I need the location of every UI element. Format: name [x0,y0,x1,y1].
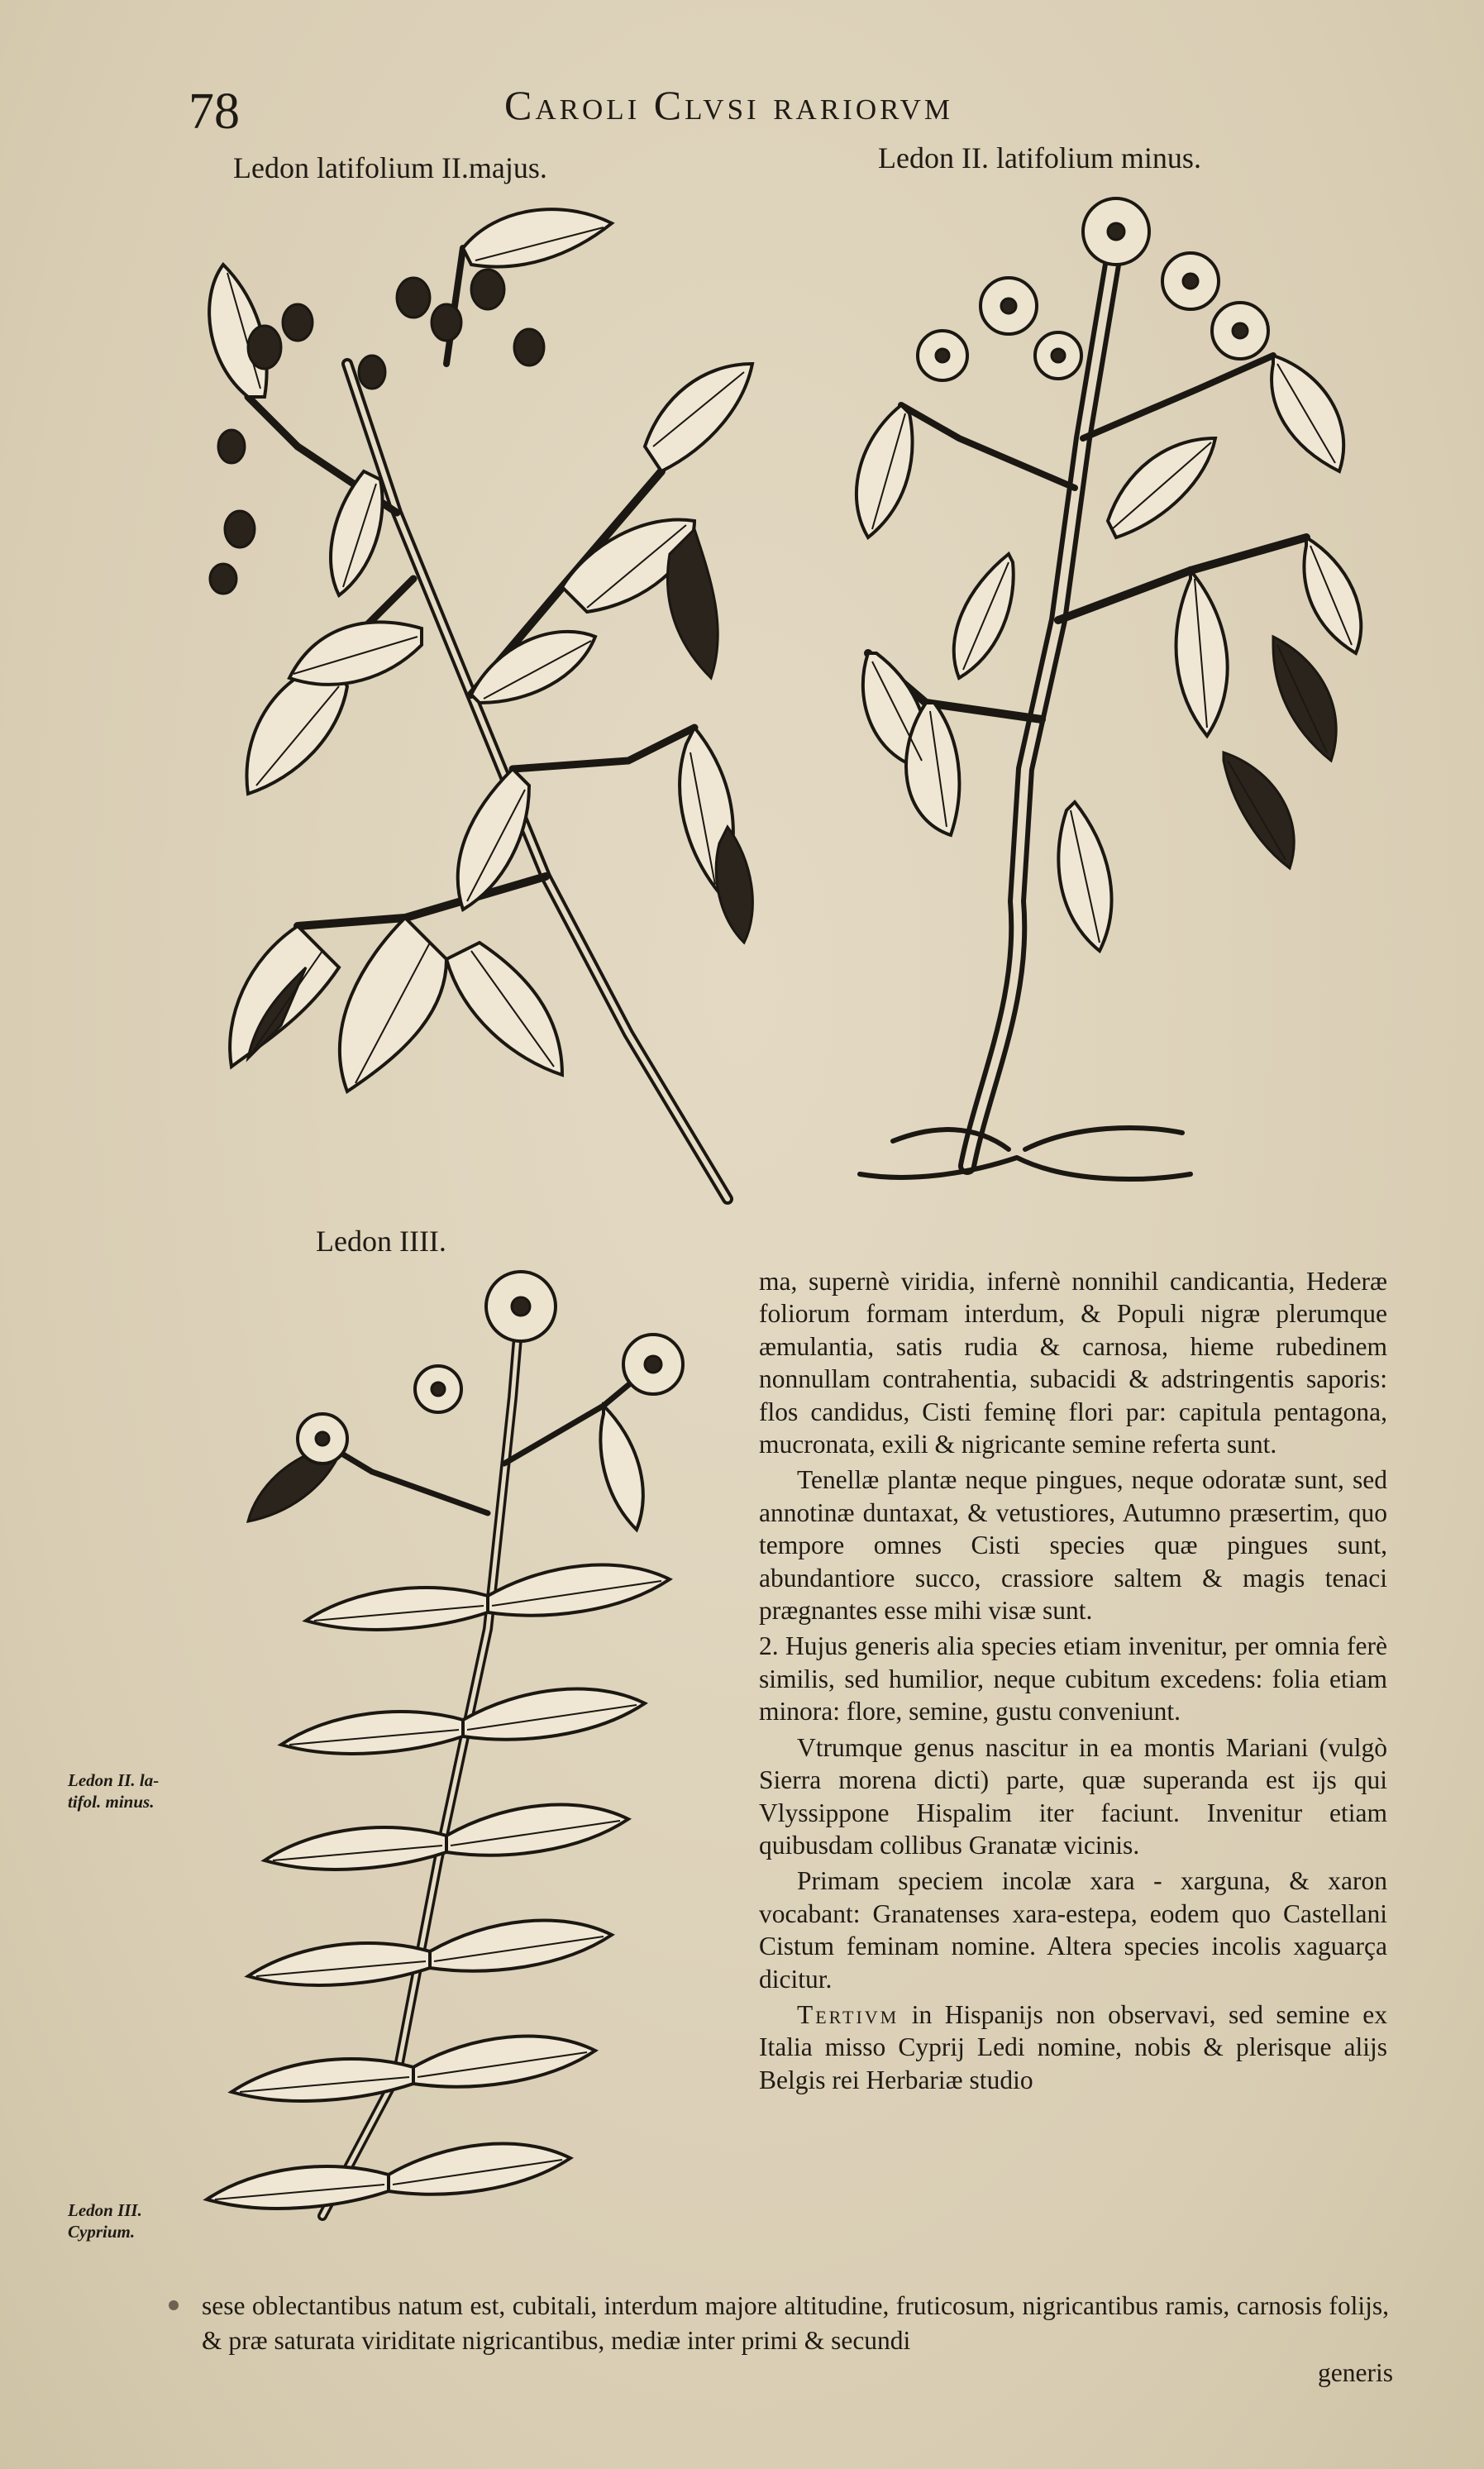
paragraph-2: Tenellæ plantæ neque pingues, neque odoratæ sunt, sed annotinæ duntaxat, & vetustiores, Autumno præsertim, quo tempore omnes Cisti species quæ pingues sunt, abundantiore succo, crassiore saltem & magis tenaci prægnantes esse mihi visæ sunt. [759,1465,1387,1626]
figure-caption-3: Ledon IIII. [316,1225,446,1258]
body-text-column [759,1265,1387,2096]
woodcut-illustration-1 [198,198,761,1224]
paragraph-3: 2. Hujus generis alia species etiam invenitur, per omnia ferè similis, sed humilior, neque cubitum excedens: folia etiam minora: flore, semine, gustu conveniunt. [759,1631,1387,1726]
figure-caption-2: Ledon II. latifolium minus. [878,141,1201,174]
bottom-text-full-width: sese oblectantibus natum est, cubitali, interdum majore altitudine, fruticosum, nigricantibus ramis, carnosis folijs, & præ saturata viriditate nigricantibus, mediæ inter primi & secundi [202,2291,1389,2355]
paragraph-1: ma, supernè viridia, infernè nonnihil candicantia, Hederæ foliorum formam interdum, & Populi nigræ plerumque æmulantia, satis rudia & carnosa, hieme rubedinem nonnullam contrahentia, subacidi & adstringentis saporis: flos candidus, Cisti feminę flori par: capitula pentagona, mucronata, exili & nigricante semine referta sunt. [759,1267,1387,1459]
page-number: 78 [188,84,240,140]
bullet-mark [169,2300,179,2310]
paragraph-6 [759,1999,1387,2096]
woodcut-illustration-2 [843,190,1372,1199]
paragraph-4: Vtrumque genus nascitur in ea montis Mariani (vulgò Sierra morena dicti) parte, quæ superanda est ijs qui Vlyssippone Hispalim iter faciunt. Invenitur etiam quibusdam collibus Granatæ vicinis. [759,1732,1387,1860]
catchword: generis [1318,2358,1393,2387]
margin-note-1: Ledon II. la-tifol. minus. [68,1770,160,1812]
paragraph-5: Primam speciem incolæ xara - xarguna, & xaron vocabant: Granatenses xara-estepa, eodem quo Castellani Cistum feminam nomine. Altera species incolis xaguarça dicitur. [759,1866,1387,1994]
figure-caption-1: Ledon latifolium II.majus. [233,151,547,184]
paragraph-6-initial-word: Tertivm [797,1999,899,2029]
margin-note-2: Ledon III. Cyprium. [68,2200,142,2242]
paragraph-6-text: in Hispanijs non observavi, sed semine ex Italia misso Cyprij Ledi nomine, nobis & plerisque alijs Belgis rei Herbariæ studio [759,1999,1387,2094]
woodcut-illustration-3 [240,1282,703,2241]
running-head: Caroli Clvsi rariorvm [504,82,954,128]
